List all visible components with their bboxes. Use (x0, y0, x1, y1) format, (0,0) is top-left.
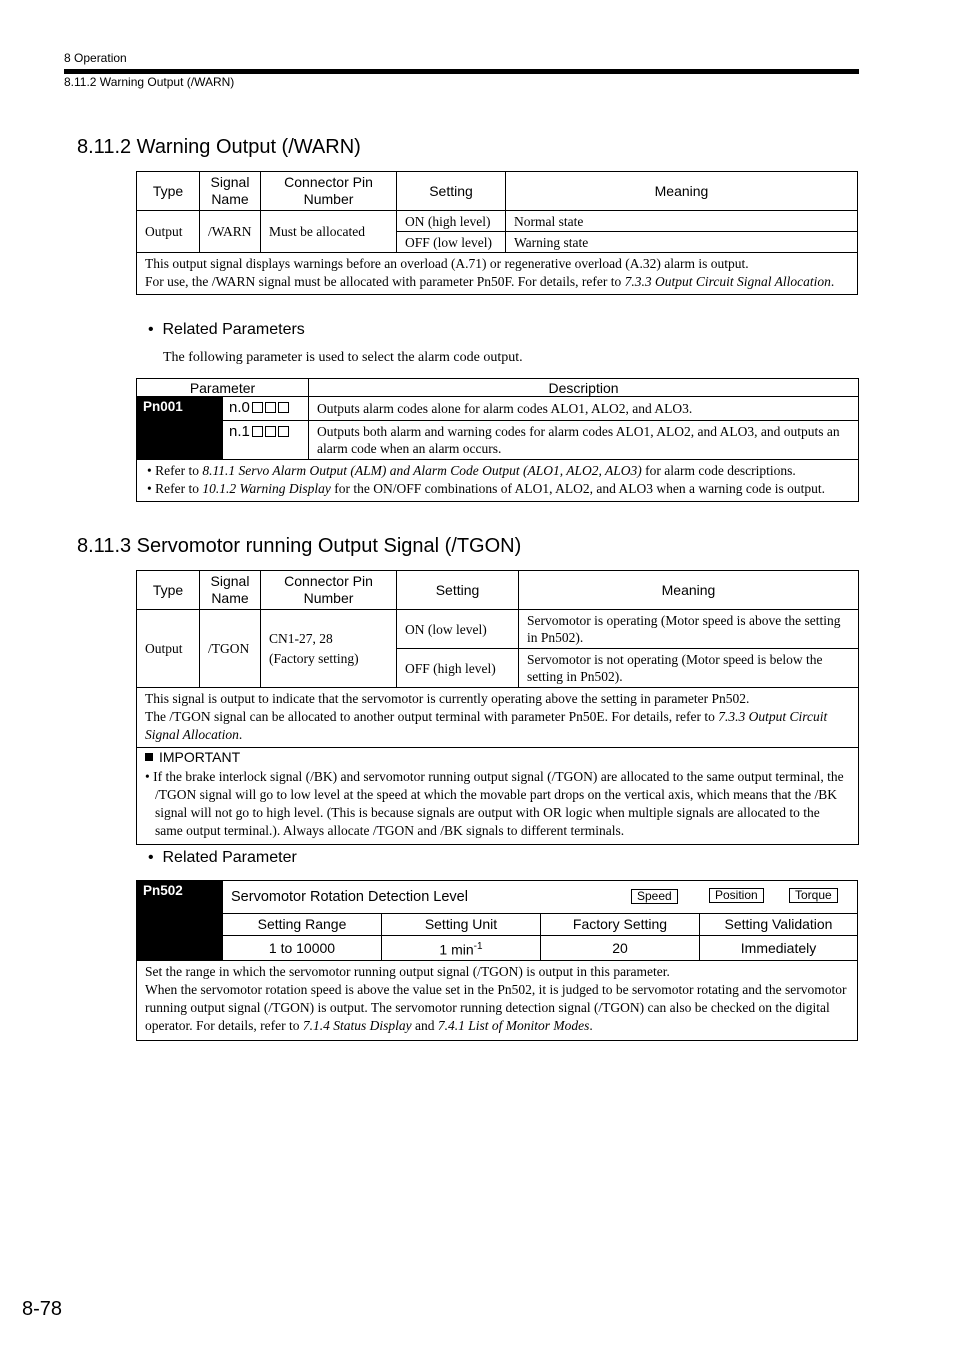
col-signal-name-2: Signal Name (200, 571, 261, 610)
pn502-validation: Immediately (700, 936, 858, 961)
pn502-note-line2: When the servomotor rotation speed is above the value set in the Pn502, it is judged to be servomotor rotating and the servomotor running output signal (/TGON) is output. The servomotor running detection signal (/TGON) can also be checked on the digital operator. For details, refer to 7.1.4 Status Display and 7.4.1 List of Monitor Modes. (145, 982, 847, 1033)
pn502-note-line1: Set the range in which the servomotor running output signal (/TGON) is output in this parameter. (145, 964, 670, 979)
col-connector: Connector Pin Number (261, 172, 397, 211)
related-parameters-heading: • Related Parameters (148, 321, 305, 338)
mode-speed: Speed (631, 889, 678, 904)
important-text: • If the brake interlock signal (/BK) and servomotor running output signal (/TGON) are allocated to the same output terminal, the /TGON signal will go to low level at the speed at which the movable part drops on the vertical axis, which means that the /BK signal will not go to high level. (This is because signals are output with OR logic when multiple signals are allocated to the same output terminal.). Always allocate /TGON and /BK signals to different terminals. (145, 769, 844, 838)
pn502-factory: 20 (541, 936, 700, 961)
pn001-ref-1: • Refer to 8.11.1 Servo Alarm Output (ALM) and Alarm Code Output (ALO1, ALO2, ALO3) for alarm code descriptions. (147, 463, 796, 478)
pn001-desc-1: Outputs both alarm and warning codes for alarm codes ALO1, ALO2, and ALO3, and outputs an alarm code when an alarm occurs. (309, 421, 859, 460)
col-type: Type (137, 172, 200, 211)
warn-type: Output (137, 211, 200, 253)
warn-note-line1: This output signal displays warnings before an overload (A.71) or regenerative overload (A.32) alarm is output. (145, 256, 749, 271)
header-rule (64, 69, 859, 74)
warn-meaning-on: Normal state (506, 211, 858, 232)
col-setting-2: Setting (397, 571, 519, 610)
col-setting-unit: Setting Unit (382, 914, 541, 936)
related-parameters-intro: The following parameter is used to select the alarm code output. (163, 350, 523, 365)
tgon-setting-off: OFF (high level) (397, 649, 519, 688)
tgon-meaning-on: Servomotor is operating (Motor speed is above the setting in Pn502). (519, 610, 859, 649)
pn502-label: Pn502 (137, 881, 223, 961)
warn-note-line2: For use, the /WARN signal must be allocated with parameter Pn50F. For details, refer to 7.3.3 Output Circuit Signal Allocation. (145, 274, 835, 289)
col-meaning-2: Meaning (519, 571, 859, 610)
col-signal-name: Signal Name (200, 172, 261, 211)
pn502-unit: 1 $\min^{-1}$ (382, 936, 541, 961)
warn-note (137, 253, 858, 295)
col-factory-setting: Factory Setting (541, 914, 700, 936)
pn502-name-row (223, 881, 858, 914)
pn001-code-1: n.1 (223, 421, 309, 460)
mode-position: Position (709, 888, 764, 903)
pn001-table (136, 378, 859, 502)
warn-pin: Must be allocated (261, 211, 397, 253)
col-description: Description (309, 379, 859, 397)
pn502-note (137, 961, 858, 1041)
col-setting-range: Setting Range (223, 914, 382, 936)
warn-signal: /WARN (200, 211, 261, 253)
pn502-name: Servomotor Rotation Detection Level (231, 889, 468, 905)
tgon-note (137, 688, 859, 748)
tgon-type: Output (137, 610, 200, 688)
pn001-ref-2: • Refer to 10.1.2 Warning Display for the ON/OFF combinations of ALO1, ALO2, and ALO3 when a warning code is output. (147, 481, 826, 496)
tgon-important (137, 748, 859, 845)
important-label: IMPORTANT (145, 749, 850, 766)
warn-setting-off: OFF (low level) (397, 232, 506, 253)
pn001-code-0: n.0 (223, 397, 309, 421)
mode-torque: Torque (789, 888, 838, 903)
pn001-label: Pn001 (137, 397, 223, 460)
square-bullet-icon (145, 753, 153, 761)
pn502-range: 1 to 10000 (223, 936, 382, 961)
tgon-pin: CN1-27, 28 (Factory setting) (261, 610, 397, 688)
tgon-note-line2: The /TGON signal can be allocated to another output terminal with parameter Pn50E. For details, refer to 7.3.3 Output Circuit Signal Allocation. (145, 709, 828, 742)
col-connector-2: Connector Pin Number (261, 571, 397, 610)
tgon-meaning-off: Servomotor is not operating (Motor speed is below the setting in Pn502). (519, 649, 859, 688)
tgon-signal: /TGON (200, 610, 261, 688)
pn001-refs (137, 460, 859, 502)
warn-note-ref[interactable]: 7.3.3 Output Circuit Signal Allocation (624, 274, 831, 289)
warn-setting-on: ON (high level) (397, 211, 506, 232)
section-title-warn: 8.11.2 Warning Output (/WARN) (77, 136, 361, 158)
page-number: 8-78 (22, 1298, 63, 1320)
col-type-2: Type (137, 571, 200, 610)
section-title-tgon: 8.11.3 Servomotor running Output Signal (/TGON) (77, 535, 522, 557)
pn502-table (136, 880, 858, 1041)
header-chapter: 8 Operation (64, 51, 127, 65)
col-meaning: Meaning (506, 172, 858, 211)
col-setting: Setting (397, 172, 506, 211)
col-parameter: Parameter (137, 379, 309, 397)
tgon-signal-table (136, 570, 859, 845)
warn-signal-table (136, 171, 858, 295)
pn001-desc-0: Outputs alarm codes alone for alarm codes ALO1, ALO2, and ALO3. (309, 397, 859, 421)
tgon-setting-on: ON (low level) (397, 610, 519, 649)
header-section: 8.11.2 Warning Output (/WARN) (64, 75, 235, 89)
warn-meaning-off: Warning state (506, 232, 858, 253)
tgon-note-line1: This signal is output to indicate that the servomotor is currently operating above the setting in parameter Pn502. (145, 691, 750, 706)
related-parameter-heading: • Related Parameter (148, 849, 297, 866)
col-setting-validation: Setting Validation (700, 914, 858, 936)
